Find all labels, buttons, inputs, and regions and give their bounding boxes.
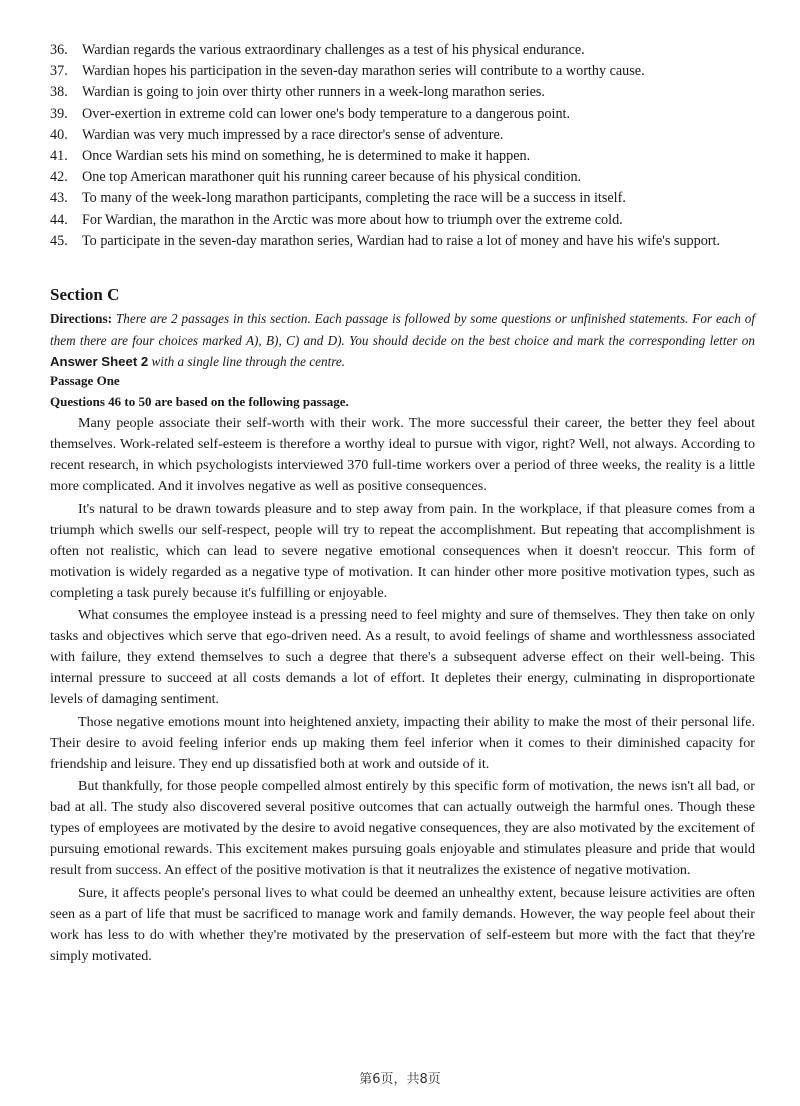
statement-number: 41. [50,148,68,165]
passage-paragraph: Those negative emotions mount into heightened anxiety, impacting their ability to make the most of their personal life. Their desire to avoid feeling inferior ends up making them feel inferior when it comes to their diminished capacity for friendship and leisure. They end up dissatisfied both at work and outside of it. [50,713,755,772]
page-number: 第6页，共8页 [359,1072,441,1087]
passage-paragraph: Many people associate their self-worth with their work. The more successful their career, the better they feel about themselves. Work-related self-esteem is therefore a worthy ideal to pursue with vigor, right? Well, not always. According to recent research, in which psychologists interviewed 370 full-time workers over a period of three weeks, the reality is a little more complicated. And it involves negative as well as positive consequences. [50,415,755,494]
statement-item [50,146,755,167]
passage-title: Passage One [50,373,120,388]
statement-item [50,61,755,82]
statement-number: 38. [50,84,68,101]
directions-label: Directions: [50,311,113,326]
statement-text: To participate in the seven-day marathon series, Wardian had to raise a lot of money and have his wife's support. [82,232,721,249]
passage-paragraph: Sure, it affects people's personal lives to what could be deemed an unhealthy extent, because leisure activities are often seen as a part of life that must be sacrificed to manage work and family demands. However, the way people feel about their work has less to do with whether they're motivated by the preservation of self-esteem but more with the fact that they're simply motivated. [50,884,755,964]
statement-number: 40. [50,126,68,143]
statement-number: 43. [50,190,68,207]
statement-item [50,82,755,103]
statement-item [50,40,755,61]
passage-paragraph: What consumes the employee instead is a pressing need to feel mighty and sure of themselves. They then take on only tasks and objectives which serve that ego-driven need. As a result, to avoid feelings of shame and worthlessness associated with failure, they extend themselves to such a degree that there's a subsequent adverse effect on their well-being. This internal pressure to succeed at all costs demands a lot of effort. It depletes their energy, culminating in disproportionate levels of damaging sentiment. [50,607,755,707]
statement-text: Wardian hopes his participation in the seven-day marathon series will contribute to a worthy cause. [82,63,645,80]
statement-text: To many of the week-long marathon participants, completing the race will be a success in itself. [82,190,626,207]
statement-number: 42. [50,169,68,186]
statement-number: 39. [50,105,68,122]
statement-number: 45. [50,232,68,249]
statement-text: Over-exertion in extreme cold can lower one's body temperature to a dangerous point. [82,105,571,122]
passage-body [50,413,755,968]
answer-sheet-label: Answer Sheet 2 [50,354,149,370]
statement-number: 36. [50,42,68,58]
statement-item [50,104,755,125]
passage-paragraph: It's natural to be drawn towards pleasure and to step away from pain. In the workplace, if that pleasure comes from a triumph which swells our self-respect, people will try to repeat the accomplishment. But repeating that accomplishment is often not realistic, which can lead to severe negative emotional consequences when it doesn't reoccur. This form of motivation is widely regarded as a negative type of motivation. It can hinder other more positive motivation types, such as completing a task purely because it's fulfilling or enjoyable. [50,500,755,601]
statement-text: Once Wardian sets his mind on something, he is determined to make it happen. [82,148,531,165]
statement-text: One top American marathoner quit his running career because of his physical condition. [82,169,582,186]
section-title: Section C [50,285,120,304]
statement-text: Wardian is going to join over thirty other runners in a week-long marathon series. [82,84,545,101]
statement-list [50,40,755,252]
statement-text: Wardian regards the various extraordinary challenges as a test of his physical endurance. [82,42,585,58]
directions [50,308,755,373]
statement-item [50,188,755,209]
passage-intro: Questions 46 to 50 are based on the following passage. [50,394,349,409]
statement-number: 37. [50,63,68,80]
statement-text: For Wardian, the marathon in the Arctic was more about how to triumph over the extreme cold. [82,211,623,228]
statement-text: Wardian was very much impressed by a race director's sense of adventure. [82,126,504,143]
statement-item [50,125,755,146]
statement-item [50,231,755,252]
passage-paragraph: But thankfully, for those people compelled almost entirely by this specific form of motivation, the news isn't all bad, or bad at all. The study also discovered several positive outcomes that can actually outweigh the harmful ones. Though these types of employees are motivated by the desire to avoid negative consequences, they are also motivated by the excitement of pursuing emotional rewards. This excitement makes pursuing goals enjoyable and stimulates pleasure and pride that would result from success. An effect of the positive motivation is that it neutralizes the existence of negative motivation. [50,778,755,878]
statement-number: 44. [50,211,68,228]
directions-text-end: with a single line through the centre. [148,354,346,370]
directions-text: There are 2 passages in this section. Each passage is followed by some questions or unfinished statements. For each of them there are four choices marked A), B), C) and D). You should decide on the best choice and mark the corresponding letter on [50,311,755,348]
statement-item [50,167,755,188]
statement-item [50,210,755,231]
